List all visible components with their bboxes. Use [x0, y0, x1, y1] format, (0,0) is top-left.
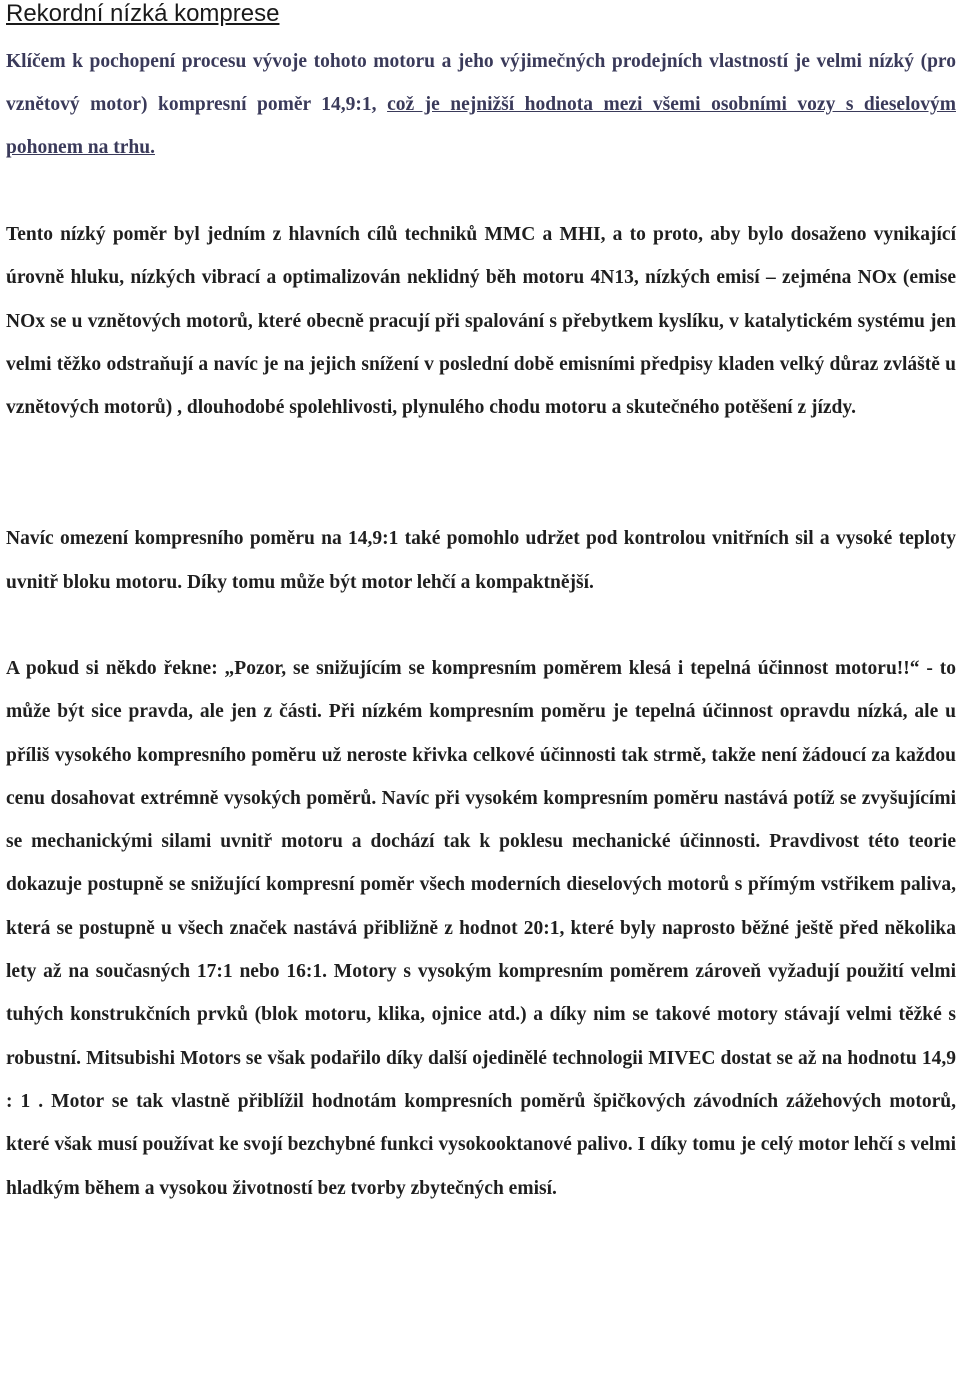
document-page [6, 0, 956, 1199]
paragraph-compression-limit: Navíc omezení kompresního poměru na 14,9:1 také pomohlo udržet pod kontrolou vnitřních sil a vysoké teploty uvnitř bloku motoru. Díky tomu může být motor lehčí a kompaktnější. [6, 528, 956, 593]
paragraph-technicians: Tento nízký poměr byl jedním z hlavních cílů techniků MMC a MHI, a to proto, aby bylo dosaženo vynikající úrovně hluku, nízkých vibrací a optimalizován neklidný běh motoru 4N13, nízkých emisí – zejména NOx (emise NOx se u vznětových motorů, které obecně pracují při spalování s přebytkem kyslíku, v katalytickém systému jen velmi těžko odstraňují a navíc je na jejich snížení v poslední době emisními předpisy kladen velký důraz zvláště u vznětových motorů) , dlouhodobé spolehlivosti, plynulého chodu motoru a skutečného potěšení z jízdy. [6, 224, 956, 419]
document-title: Rekordní nízká komprese [6, 0, 280, 27]
paragraph-intro-part-a: Klíčem k pochopení procesu vývoje tohoto motoru a jeho výjimečných prodejních vlastností je velmi nízký (pro vznětový motor) kompresní poměr 14,9:1, [6, 51, 956, 115]
paragraph-intro-underlined: což je nejnižší hodnota mezi všemi osobními vozy s dieselovým pohonem na trhu. [6, 94, 956, 158]
paragraph-efficiency: A pokud si někdo řekne: „Pozor, se snižujícím se kompresním poměrem klesá i tepelná účinnost motoru!!“ - to může být sice pravda, ale jen z části. Při nízkém kompresním poměru je tepelná účinnost opravdu nízká, ale u příliš vysokého kompresního poměru už neroste křivka celkové účinnosti tak strmě, takže není žádoucí za každou cenu dosahovat extrémně vysokých poměrů. Navíc při vysokém kompresním poměru nastává potíž se zvyšujícími se mechanickými silami uvnitř motoru a dochází tak k poklesu mechanické účinnosti. Pravdivost této teorie dokazuje postupně se snižující kompresní poměr všech moderních dieselových motorů s přímým vstřikem paliva, která se postupně u všech značek nastává přibližně z hodnot 20:1, které byly naprosto běžné ještě před několika lety až na současných 17:1 nebo 16:1. Motory s vysokým kompresním poměrem zároveň vyžadují použití velmi tuhých konstrukčních prvků (blok motoru, klika, ojnice atd.) a díky nim se takové motory stávají velmi těžké s robustní. Mitsubishi Motors se však podařilo díky další ojedinělé technologii MIVEC dostat se až na hodnotu 14,9 : 1 . Motor se tak vlastně přiblížil hodnotám kompresních poměrů špičkových závodních zážehových motorů, které však musí používat ke svojí bezchybné funkci vysokooktanové palivo. I díky tomu je celý motor lehčí s velmi hladkým během a vysokou životností bez tvorby zbytečných emisí. [6, 658, 956, 1199]
paragraph-intro [6, 40, 956, 169]
